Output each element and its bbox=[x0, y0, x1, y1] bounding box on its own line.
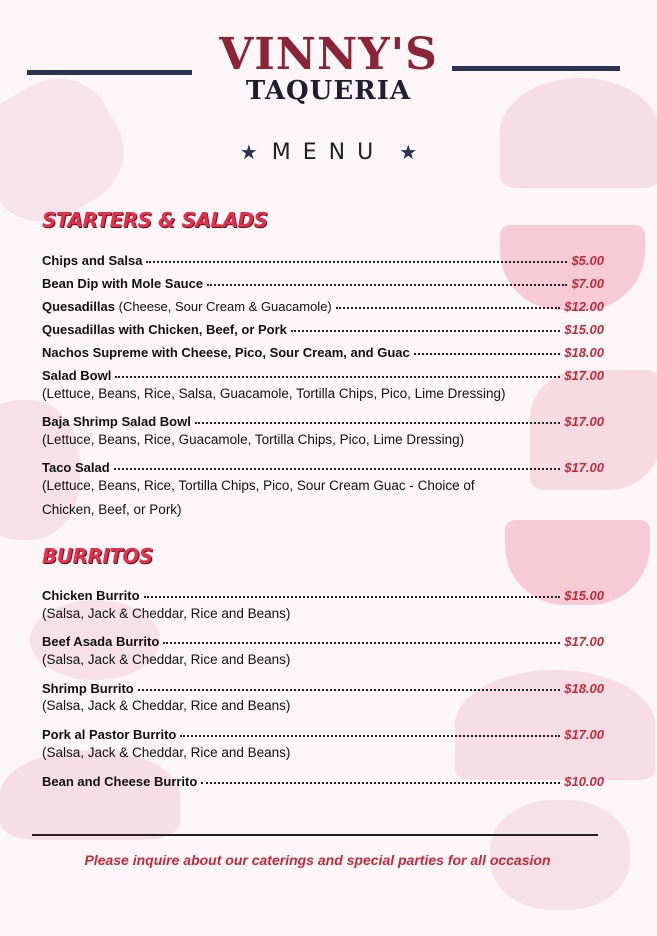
menu-item bbox=[42, 407, 604, 429]
dot-leader bbox=[201, 782, 560, 784]
dot-leader bbox=[195, 422, 560, 424]
dot-leader bbox=[180, 735, 560, 737]
item-name: Chicken Burrito bbox=[42, 588, 140, 603]
menu-heading-text: MENU bbox=[271, 140, 386, 165]
item-description: (Salsa, Jack & Cheddar, Rice and Beans) bbox=[42, 652, 291, 667]
item-name: Bean and Cheese Burrito bbox=[42, 774, 198, 789]
item-price: $5.00 bbox=[571, 253, 604, 268]
dot-leader bbox=[207, 284, 567, 286]
item-description: (Salsa, Jack & Cheddar, Rice and Beans) bbox=[42, 745, 291, 760]
dot-leader bbox=[291, 330, 560, 332]
menu-item bbox=[42, 453, 604, 475]
item-note: (Cheese, Sour Cream & Guacamole) bbox=[118, 299, 332, 314]
dot-leader bbox=[114, 468, 561, 470]
item-price: $15.00 bbox=[564, 588, 604, 603]
item-description: (Lettuce, Beans, Rice, Salsa, Guacamole, Tortilla Chips, Pico, Lime Dressing) bbox=[42, 386, 506, 401]
menu-item bbox=[42, 338, 604, 360]
item-name: Quesadillas with Chicken, Beef, or Pork bbox=[42, 322, 287, 337]
item-description: (Salsa, Jack & Cheddar, Rice and Beans) bbox=[42, 606, 291, 621]
item-price: $18.00 bbox=[564, 681, 604, 696]
item-price: $10.00 bbox=[564, 774, 604, 789]
item-price: $17.00 bbox=[564, 414, 604, 429]
item-name bbox=[42, 299, 332, 314]
item-price: $17.00 bbox=[564, 634, 604, 649]
section-title-burritos: BURRITOS bbox=[42, 544, 153, 568]
item-name: Taco Salad bbox=[42, 460, 110, 475]
dot-leader bbox=[146, 261, 567, 263]
dot-leader bbox=[115, 376, 560, 378]
dot-leader bbox=[336, 307, 560, 309]
item-name-text: Quesadillas bbox=[42, 299, 115, 314]
menu-item bbox=[42, 246, 604, 268]
menu-item bbox=[42, 361, 604, 383]
item-name: Beef Asada Burrito bbox=[42, 634, 160, 649]
item-description: (Lettuce, Beans, Rice, Guacamole, Tortilla Chips, Pico, Lime Dressing) bbox=[42, 432, 465, 447]
taco-illustration bbox=[0, 750, 180, 840]
menu-item bbox=[42, 627, 604, 649]
item-price: $12.00 bbox=[564, 299, 604, 314]
item-name: Salad Bowl bbox=[42, 368, 112, 383]
menu-item bbox=[42, 315, 604, 337]
section-title-starters: STARTERS & SALADS bbox=[42, 208, 268, 232]
item-price: $18.00 bbox=[564, 345, 604, 360]
menu-item bbox=[42, 269, 604, 291]
item-description: (Salsa, Jack & Cheddar, Rice and Beans) bbox=[42, 698, 291, 713]
item-name: Bean Dip with Mole Sauce bbox=[42, 276, 204, 291]
menu-item bbox=[42, 767, 604, 789]
item-name: Pork al Pastor Burrito bbox=[42, 727, 177, 742]
item-price: $15.00 bbox=[564, 322, 604, 337]
item-name: Baja Shrimp Salad Bowl bbox=[42, 414, 191, 429]
dot-leader bbox=[144, 596, 561, 598]
brand-subtitle: TAQUERIA bbox=[245, 76, 412, 106]
item-name: Chips and Salsa bbox=[42, 253, 143, 268]
item-name: Nachos Supreme with Cheese, Pico, Sour Cream, and Guac bbox=[42, 345, 410, 360]
menu-item bbox=[42, 720, 604, 742]
menu-item bbox=[42, 674, 604, 696]
footer-note: Please inquire about our caterings and special parties for all occasion bbox=[84, 852, 551, 868]
star-icon: ★ bbox=[399, 140, 418, 164]
brand-name: VINNY'S bbox=[219, 29, 438, 80]
item-name: Shrimp Burrito bbox=[42, 681, 134, 696]
item-description: Chicken, Beef, or Pork) bbox=[42, 502, 182, 517]
footer-divider bbox=[32, 834, 598, 836]
dot-leader bbox=[163, 642, 560, 644]
item-price: $17.00 bbox=[564, 368, 604, 383]
menu-heading bbox=[0, 140, 657, 165]
item-price: $17.00 bbox=[564, 460, 604, 475]
menu-item bbox=[42, 292, 604, 314]
dot-leader bbox=[414, 353, 561, 355]
item-price: $7.00 bbox=[571, 276, 604, 291]
item-description: (Lettuce, Beans, Rice, Tortilla Chips, Pico, Sour Cream Guac - Choice of bbox=[42, 478, 475, 493]
dot-leader bbox=[138, 689, 561, 691]
item-price: $17.00 bbox=[564, 727, 604, 742]
star-icon: ★ bbox=[239, 140, 258, 164]
menu-item bbox=[42, 581, 604, 603]
